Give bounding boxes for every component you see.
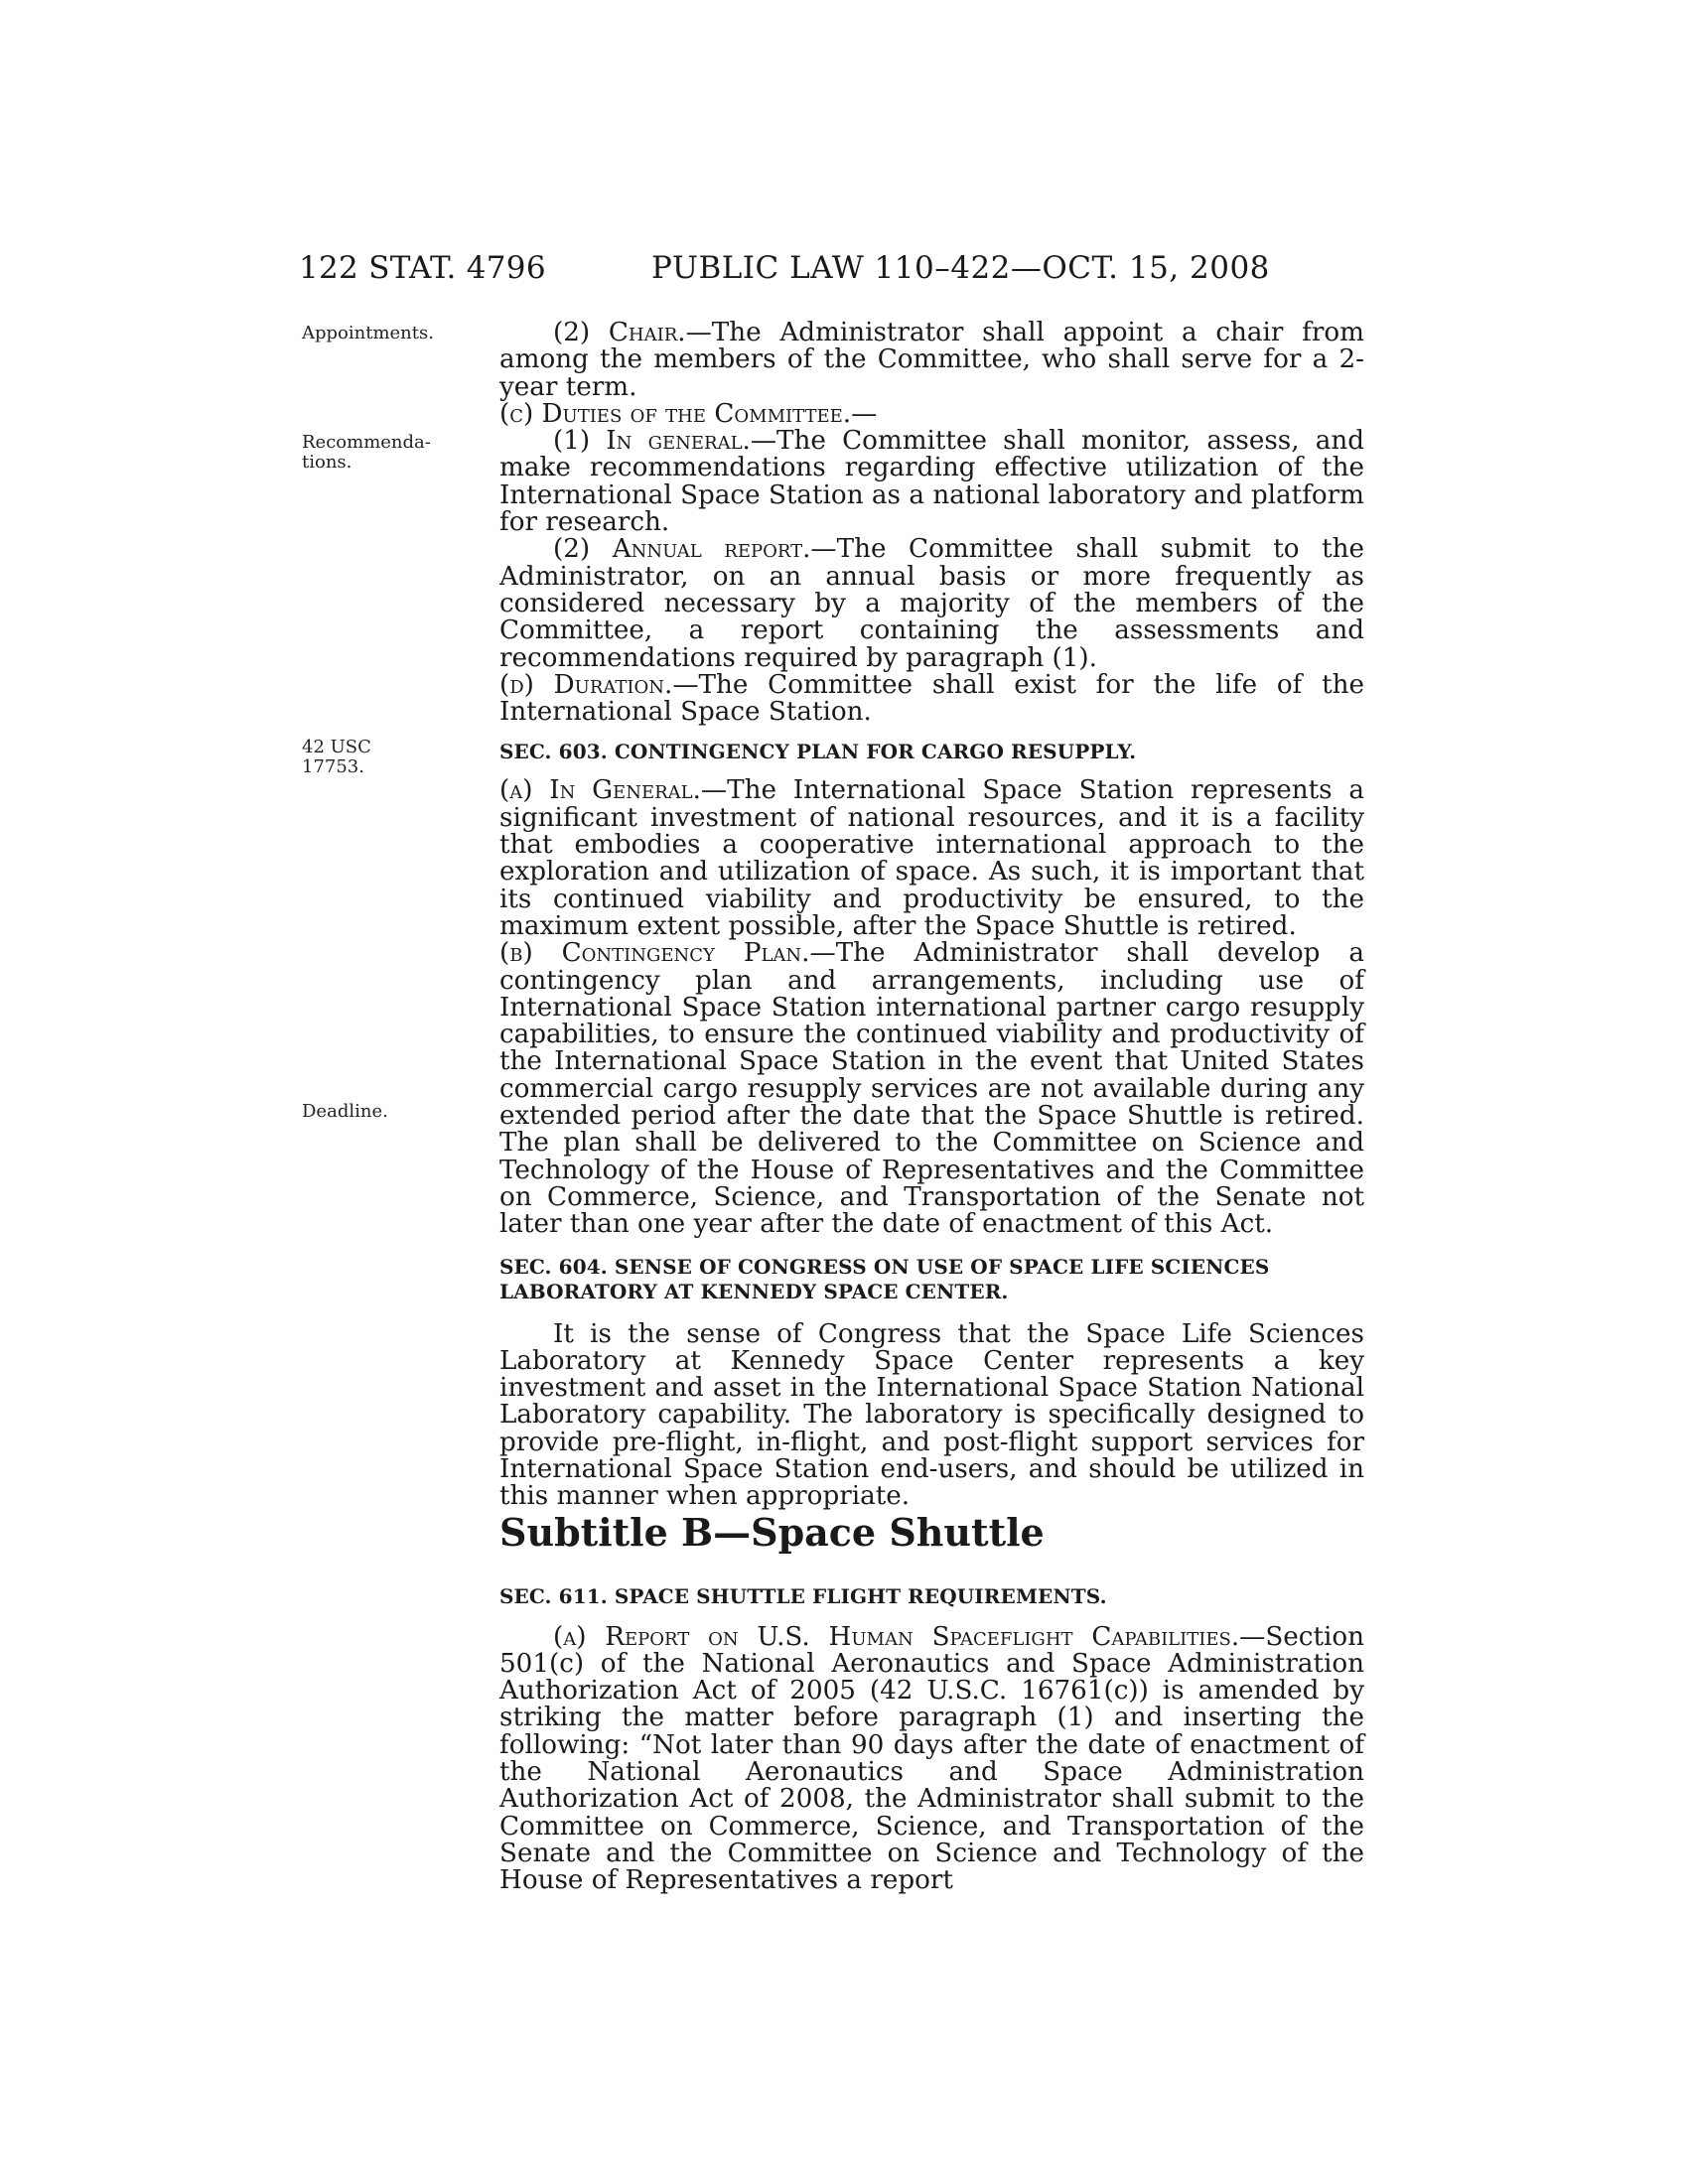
paragraph-label: (2) Annual report. <box>553 534 811 565</box>
paragraph-text: —The Administrator shall develop a contingency plan and arrangements, including use of International Space Station international partner cargo resupply capabilities, to ensure the continued viability and productivity of the International Space Station in the event that United States commercial cargo resupply services are not available during any extended period after the date that the Space Shuttle is retired. The plan shall be delivered to the Committee on Science and Technology of the House of Representatives and the Committee on Commerce, Science, and Transportation of the Senate not later than one year after the date of enactment of this Act. <box>499 938 1364 1240</box>
paragraph-label: (1) In general. <box>553 426 751 457</box>
paragraph-label: (c) Duties of the Committee. <box>499 398 852 429</box>
paragraph-label: (b) Contingency Plan. <box>499 938 810 969</box>
paragraph-text: —The Administrator shall appoint a chair from among the members of the Committee, who shall serve for a 2-year term. <box>499 318 1364 402</box>
paragraph-text: —The Committee shall submit to the Administrator, on an annual basis or more frequently as considered necessary by a majority of the members of the Committee, a report containing the assessments and recommendations required by paragraph (1). <box>499 534 1364 673</box>
margin-note-usc: 42 USC 17753. <box>302 737 371 777</box>
subsection-duration <box>499 669 1365 728</box>
section-611-subsection-a <box>499 1621 1364 1896</box>
subsection-duties <box>499 398 1364 429</box>
section-604-heading-line1: SEC. 604. SENSE OF CONGRESS ON USE OF SPACE LIFE SCIENCES <box>499 1254 1270 1279</box>
section-604-heading-line2: LABORATORY AT KENNEDY SPACE CENTER. <box>499 1279 1009 1303</box>
paragraph-label: (d) Duration. <box>499 669 673 700</box>
statute-page-number: 122 STAT. 4796 <box>299 250 546 286</box>
margin-note-recommendations: Recommenda- tions. <box>302 432 431 473</box>
section-611-heading: SEC. 611. SPACE SHUTTLE FLIGHT REQUIREMENTS. <box>499 1583 1107 1608</box>
subtitle-heading: Subtitle B—Space Shuttle <box>499 1509 1045 1555</box>
section-603-subsection-b <box>499 940 1364 1238</box>
paragraph-text: —The International Space Station represents a significant investment of national resources, and it is a facility that embodies a cooperative international approach to the exploration and utilization of space. As such, it is important that its continued viability and productivity be ensured, to the maximum extent possible, after the Space Shuttle is retired. <box>499 775 1364 941</box>
paragraph-text: — <box>851 398 878 429</box>
paragraph-text: —Section 501(c) of the National Aeronautics and Space Administration Authorization Act of 2005 (42 U.S.C. 16761(c)) is amended by striking the matter before paragraph (1) and inserting the following: “Not later than 90 days after the date of enactment of the National Aeronautics and Space Administration Authorization Act of 2008, the Administrator shall submit to the Committee on Commerce, Science, and Transportation of the Senate and the Committee on Science and Technology of the House of Representatives a report <box>499 1621 1364 1896</box>
margin-note-appointments: Appointments. <box>302 323 434 343</box>
margin-note-deadline: Deadline. <box>302 1101 388 1122</box>
paragraph-in-general <box>499 428 1364 536</box>
paragraph-annual-report <box>499 536 1364 671</box>
paragraph-chair <box>499 320 1364 401</box>
section-603-heading: SEC. 603. CONTINGENCY PLAN FOR CARGO RESUPPLY. <box>499 740 1137 764</box>
section-604-text: It is the sense of Congress that the Space Life Sciences Laboratory at Kennedy Space Center represents a key investment and asset in the International Space Station National Laboratory capability. The laboratory is specifically designed to provide pre-flight, in-flight, and post-flight support services for International Space Station end-users, and should be utilized in this manner when appropriate. <box>499 1318 1364 1512</box>
section-603-subsection-a <box>499 777 1364 940</box>
section-604-heading <box>499 1255 1364 1304</box>
paragraph-text: —The Committee shall monitor, assess, and make recommendations regarding effective utilization of the International Space Station as a national laboratory and platform for research. <box>499 426 1364 538</box>
running-head: PUBLIC LAW 110–422—OCT. 15, 2008 <box>651 250 1270 286</box>
paragraph-text: —The Committee shall exist for the life of the International Space Station. <box>499 669 1365 728</box>
body-text <box>499 320 1364 1895</box>
paragraph-label: (2) Chair. <box>553 318 686 347</box>
paragraph-label: (a) In General. <box>499 775 701 806</box>
paragraph-label: (a) Report on U.S. Human Spaceflight Capabilities. <box>553 1621 1240 1652</box>
